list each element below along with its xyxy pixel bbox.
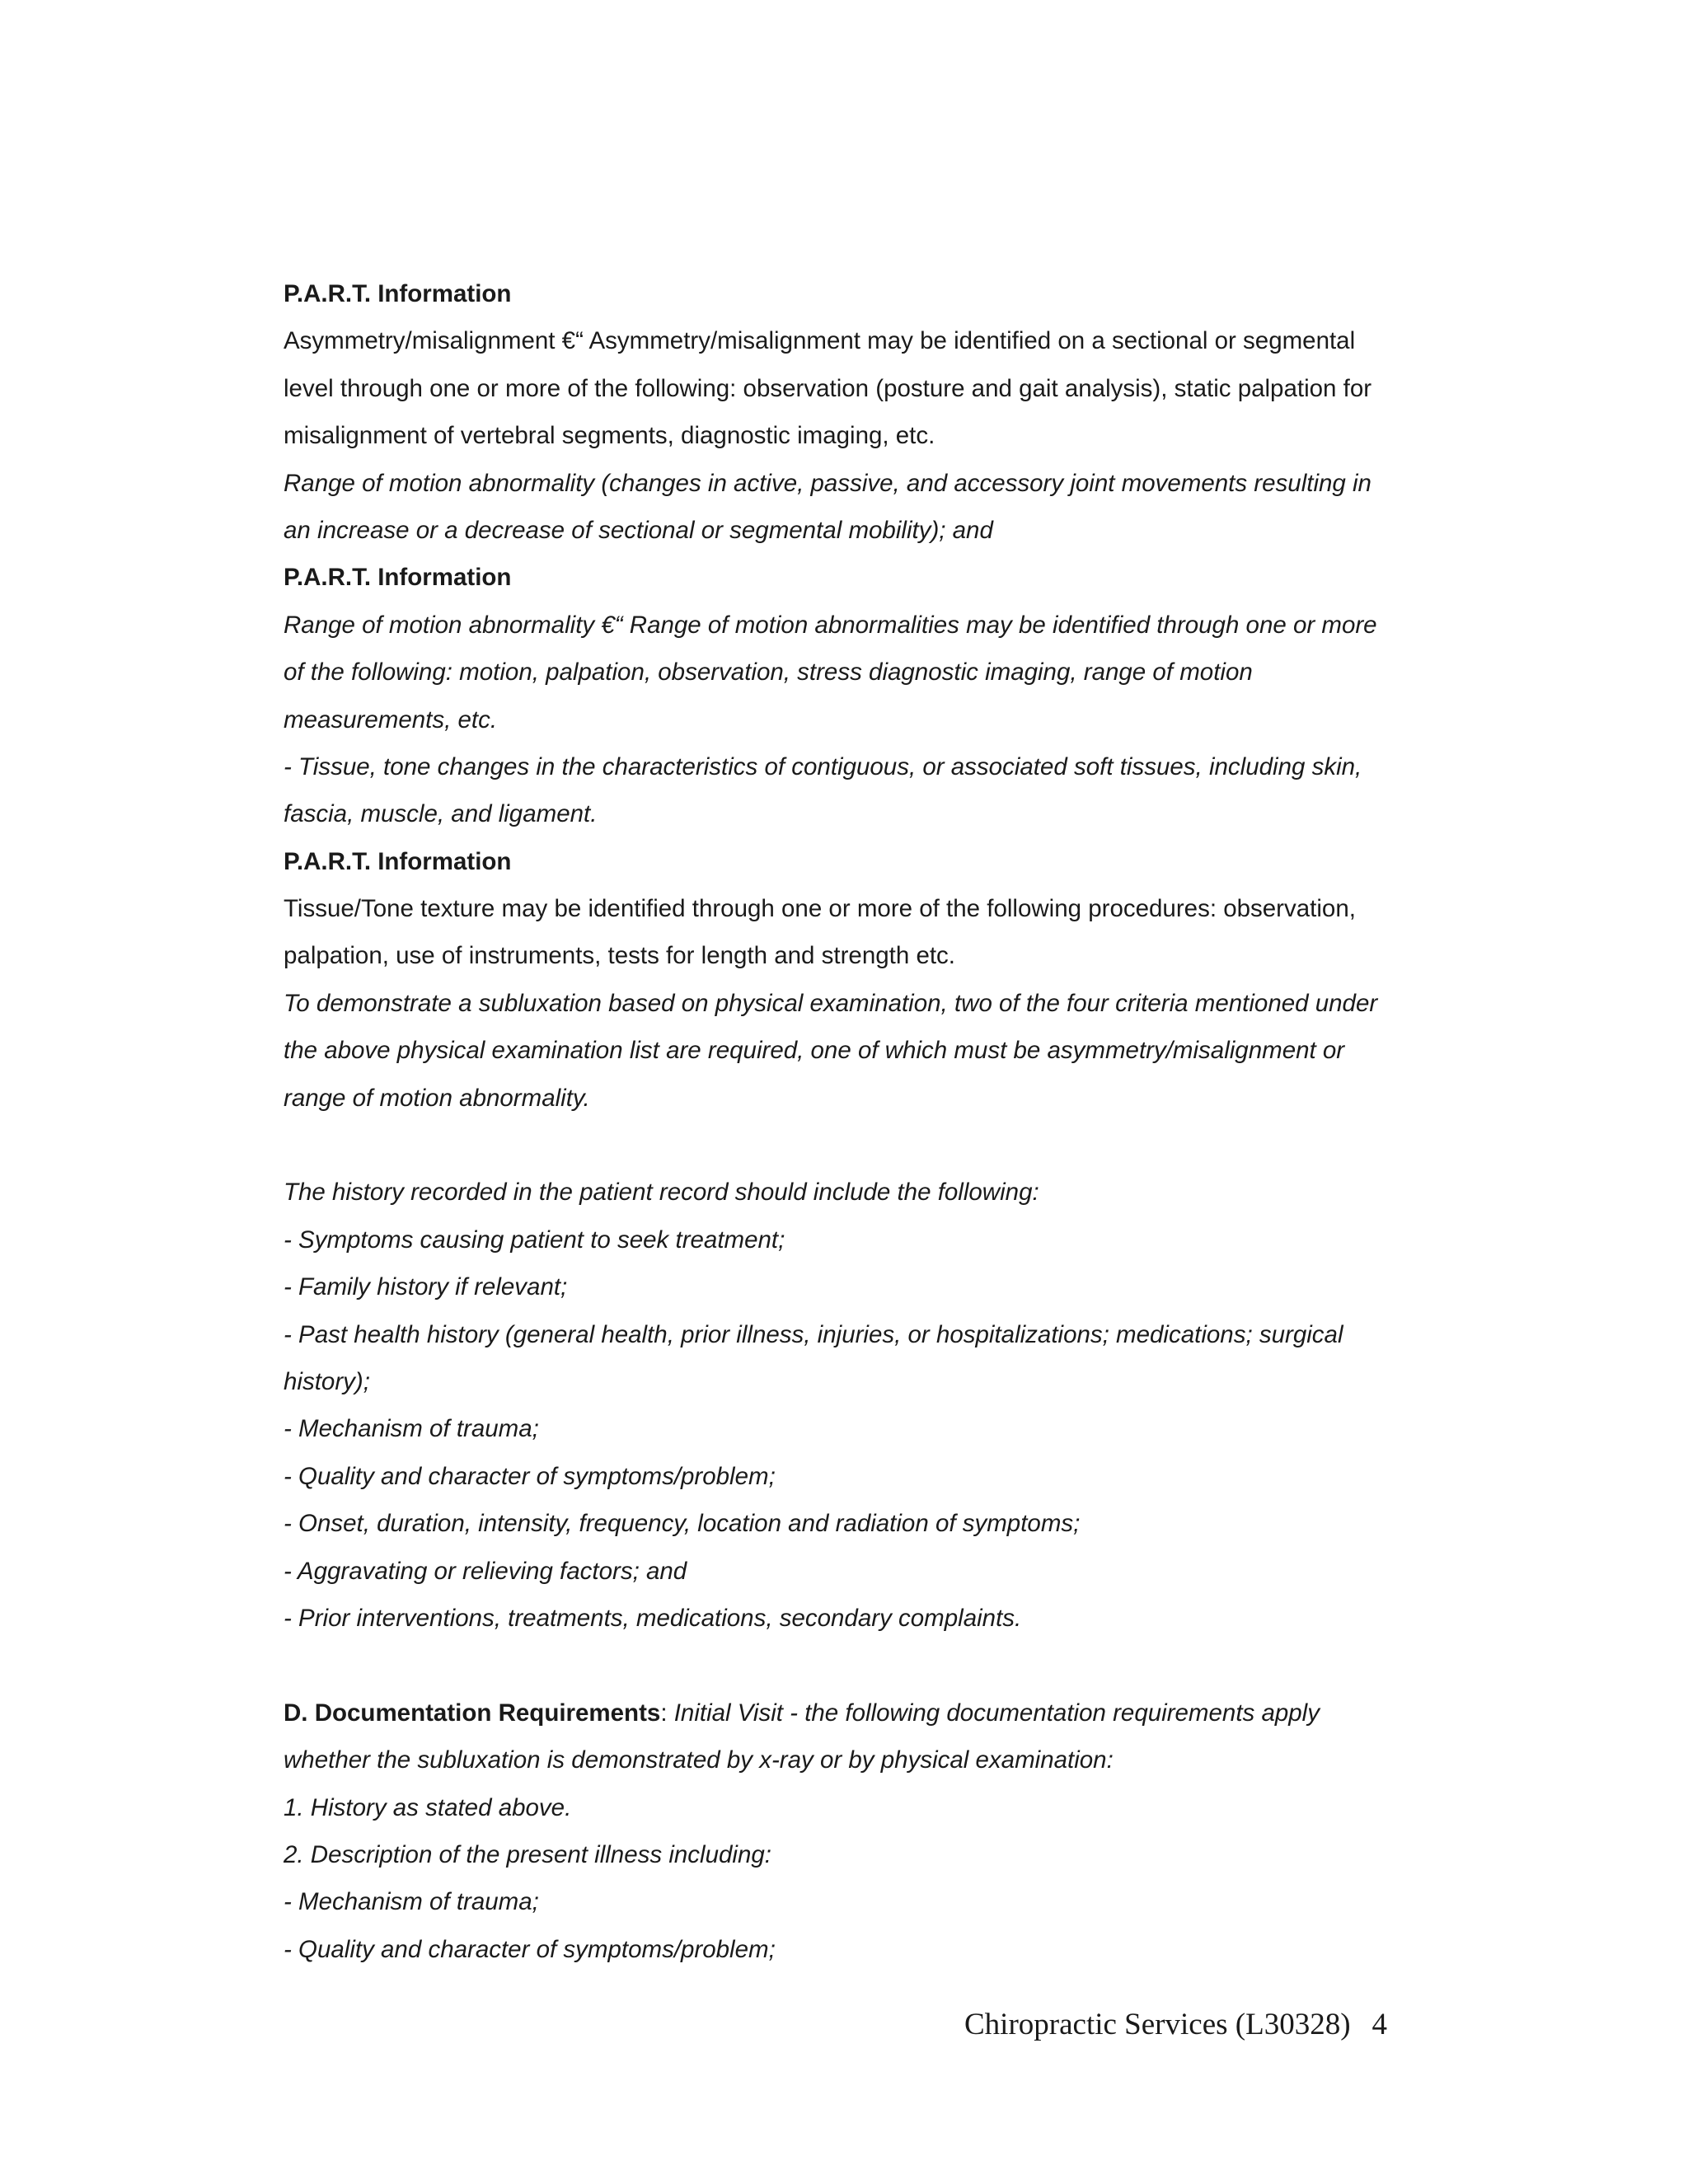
part-heading-tissue-tone: P.A.R.T. Information <box>284 847 512 875</box>
history-item: - Past health history (general health, prior illness, injuries, or hospitalizations; medications; surgical <box>284 1320 1343 1348</box>
documentation-requirements-heading: D. Documentation Requirements <box>284 1699 661 1727</box>
documentation-requirements-line-2: whether the subluxation is demonstrated by x-ray or by physical examination: <box>284 1746 1114 1774</box>
subluxation-criteria-line-3: range of motion abnormality. <box>284 1084 590 1112</box>
range-of-motion-text-line-1: Range of motion abnormality €“ Range of motion abnormalities may be identified through one or more <box>284 611 1377 639</box>
subluxation-criteria-line-2: the above physical examination list are required, one of which must be asymmetry/misalignment or <box>284 1037 1345 1065</box>
part-heading-asymmetry: P.A.R.T. Information <box>284 280 512 307</box>
tissue-tone-criterion-line-1: - Tissue, tone changes in the characteristics of contiguous, or associated soft tissues, including skin, <box>284 752 1362 780</box>
tissue-tone-criterion-line-2: fascia, muscle, and ligament. <box>284 800 598 828</box>
tissue-tone-text-line-1: Tissue/Tone texture may be identified through one or more of the following procedures: observation, <box>284 895 1356 923</box>
tissue-tone-text-line-2: palpation, use of instruments, tests for length and strength etc. <box>284 942 955 970</box>
footer-document-title: Chiropractic Services (L30328) <box>964 2008 1351 2041</box>
documentation-requirements-line-1 <box>284 1690 1413 1736</box>
present-illness-item: - Mechanism of trauma; <box>284 1888 539 1916</box>
present-illness-item: - Quality and character of symptoms/problem; <box>284 1935 776 1963</box>
page-number: 4 <box>1372 2008 1388 2041</box>
page-body <box>284 270 1413 1973</box>
numbered-item: 1. History as stated above. <box>284 1793 572 1821</box>
asymmetry-text-line-1: Asymmetry/misalignment €“ Asymmetry/misalignment may be identified on a sectional or segmental <box>284 327 1356 355</box>
page-footer <box>964 2004 1426 2046</box>
part-heading-range-of-motion: P.A.R.T. Information <box>284 564 512 592</box>
paragraph-gap <box>284 1122 1413 1169</box>
range-of-motion-text-line-3: measurements, etc. <box>284 705 498 733</box>
history-item: - Quality and character of symptoms/problem; <box>284 1462 776 1490</box>
history-item: - Mechanism of trauma; <box>284 1415 539 1443</box>
range-of-motion-text-line-2: of the following: motion, palpation, observation, stress diagnostic imaging, range of motion <box>284 658 1253 687</box>
range-of-motion-criterion-line-2: an increase or a decrease of sectional or segmental mobility); and <box>284 516 993 544</box>
initial-visit-text: Initial Visit - the following documentation requirements apply <box>673 1699 1320 1727</box>
history-item-continuation: history); <box>284 1367 370 1395</box>
history-item: - Onset, duration, intensity, frequency, location and radiation of symptoms; <box>284 1510 1081 1538</box>
numbered-item: 2. Description of the present illness including: <box>284 1840 771 1868</box>
history-item: - Aggravating or relieving factors; and <box>284 1557 687 1585</box>
history-item: - Symptoms causing patient to seek treatment; <box>284 1226 785 1254</box>
history-item: - Family history if relevant; <box>284 1273 568 1301</box>
asymmetry-text-line-3: misalignment of vertebral segments, diagnostic imaging, etc. <box>284 422 935 450</box>
range-of-motion-criterion-line-1: Range of motion abnormality (changes in active, passive, and accessory joint movements resulting in <box>284 469 1372 497</box>
heading-separator: : <box>660 1699 674 1727</box>
asymmetry-text-line-2: level through one or more of the following: observation (posture and gait analysis), static palpation for <box>284 374 1372 402</box>
history-intro: The history recorded in the patient record should include the following: <box>284 1179 1039 1207</box>
history-item: - Prior interventions, treatments, medications, secondary complaints. <box>284 1604 1022 1632</box>
paragraph-gap <box>284 1642 1413 1689</box>
subluxation-criteria-line-1: To demonstrate a subluxation based on physical examination, two of the four criteria mentioned under <box>284 989 1378 1017</box>
